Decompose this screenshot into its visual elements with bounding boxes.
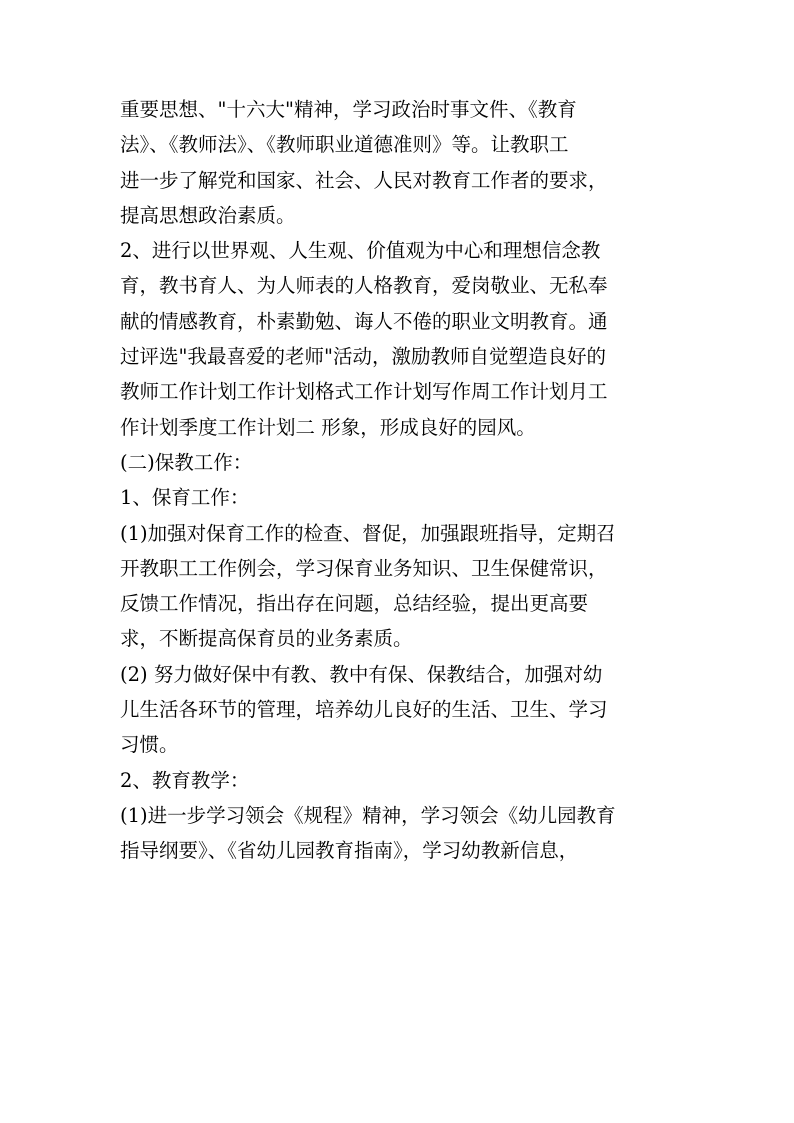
text-line: 作计划季度工作计划二 形象，形成良好的园风。 [120,415,536,439]
text-line: 过评选"我最喜爱的老师"活动，激励教师自觉塑造良好的 [120,345,606,369]
text-line: 献的情感教育，朴素勤勉、诲人不倦的职业文明教育。通 [120,309,608,333]
text-line: (1)加强对保育工作的检查、督促，加强跟班指导，定期召 [120,521,616,545]
text-line: 儿生活各环节的管理，培养幼儿良好的生活、卫生、学习 [120,698,608,722]
text-line: 进一步了解党和国家、社会、人民对教育工作者的要求， [120,168,608,192]
text-line: 习惯。 [120,733,179,757]
text-line: 法》、《教师法》、《教师职业道德准则》等。让教职工 [120,133,569,157]
text-line: (1)进一步学习领会《规程》精神，学习领会《幼儿园教育 [120,803,616,827]
text-line: 育，教书育人、为人师表的人格教育，爱岗敬业、无私奉 [120,274,608,298]
text-line: 反馈工作情况，指出存在问题，总结经验，提出更高要 [120,592,589,616]
subsection-heading: 2、教育教学： [120,768,250,792]
text-line: (2) 努力做好保中有教、教中有保、保教结合，加强对幼 [120,662,603,686]
document-body [120,92,680,869]
text-line: 指导纲要》、《省幼儿园教育指南》，学习幼教新信息， [120,839,579,863]
text-line: 提高思想政治素质。 [120,203,296,227]
subsection-heading: 1、保育工作： [120,486,250,510]
section-heading: (二)保教工作： [120,450,253,474]
text-line: 教师工作计划工作计划格式工作计划写作周工作计划月工 [120,380,608,404]
text-line: 2、进行以世界观、人生观、价值观为中心和理想信念教 [120,239,601,263]
text-line: 开教职工工作例会，学习保育业务知识、卫生保健常识， [120,556,608,580]
text-line: 重要思想、"十六大"精神，学习政治时事文件、《教育 [120,98,577,121]
text-line: 求，不断提高保育员的业务素质。 [120,627,413,651]
